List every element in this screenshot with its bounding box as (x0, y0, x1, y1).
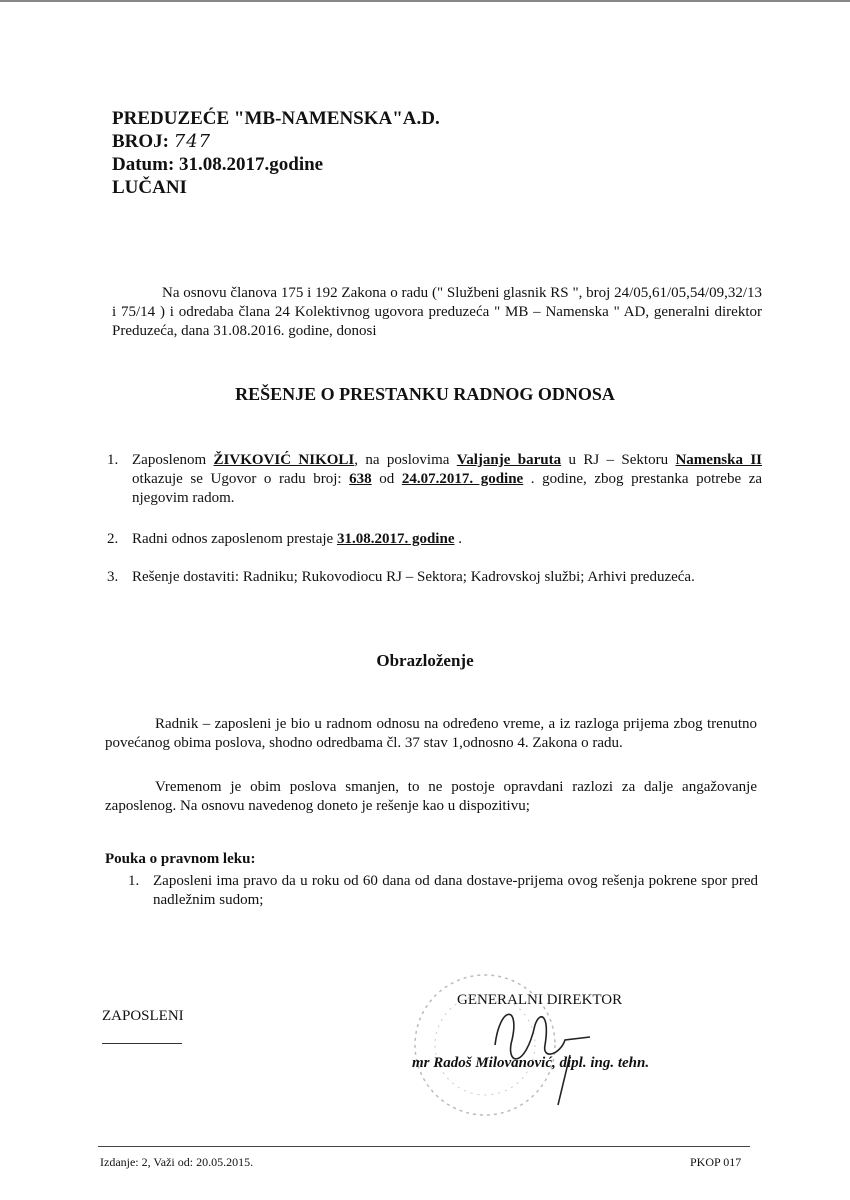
employee-name: ŽIVKOVIĆ NIKOLI (213, 452, 355, 468)
explanation-paragraph-1: Radnik – zaposleni je bio u radnom odnosu na određeno vreme, a iz razloga prijema zbog trenutno povećanog obima poslova, shodno odredbama čl. 37 stav 1,odnosno 4. Zakona o radu. (105, 716, 757, 751)
item-2-text (132, 530, 762, 549)
legal-remedy-text: Zaposleni ima pravo da u roku od 60 dana od dana dostave-prijema ovog rešenja pokrene spor pred nadležnim sudom; (153, 873, 758, 908)
item-1-text-c: u RJ – Sektoru (561, 452, 676, 468)
employee-signature-label: ZAPOSLENI (102, 1008, 184, 1024)
item-1-text-e: od (371, 471, 402, 487)
footer-divider (98, 1146, 750, 1147)
document-number-handwritten: 747 (173, 131, 212, 152)
stamp-and-signature (400, 965, 700, 1125)
item-1-text-f: . godine, zbog prestanka potrebe za njegovim radom. (132, 471, 763, 506)
item-1-text-b: , na poslovima (354, 452, 457, 468)
decision-item-2 (107, 530, 762, 550)
item-1-number: 1. (107, 452, 119, 468)
decision-item-3 (107, 568, 762, 608)
intro-paragraph: Na osnovu članova 175 i 192 Zakona o radu (" Službeni glasnik RS ", broj 24/05,61/05,54/09,32/13 i 75/14 ) i odredaba člana 24 Kolektivnog ugovora preduzeća " MB – Namenska " AD, generalni direktor Preduzeća, dana 31.08.2016. godine, donosi (112, 285, 762, 339)
item-3-number: 3. (107, 569, 119, 585)
job-position: Valjanje baruta (456, 452, 562, 468)
document-number-label: BROJ: (112, 131, 169, 152)
contract-number: 638 (349, 471, 372, 487)
legal-remedy-item (128, 872, 758, 912)
legal-remedy-title: Pouka o pravnom leku: (105, 851, 256, 867)
explanation-paragraph-2: Vremenom je obim poslova smanjen, to ne postoje opravdani razlozi za dalje angažovanje zaposlenog. Na osnovu navedenog doneto je rešenje kao u dispozitivu; (105, 779, 757, 814)
item-1-text-d: otkazuje se Ugovor o radu broj: (132, 471, 350, 487)
contract-date: 24.07.2017. godine (401, 471, 524, 487)
explanation-title: Obrazloženje (376, 651, 474, 670)
employee-signature-line (102, 1043, 182, 1044)
item-2-number: 2. (107, 531, 119, 547)
decision-title: REŠENJE O PRESTANKU RADNOG ODNOSA (235, 384, 615, 404)
top-scan-edge (0, 0, 850, 2)
item-1-text (132, 451, 762, 508)
company-name: PREDUZEĆE "MB-NAMENSKA"A.D. (112, 108, 440, 129)
decision-item-1 (107, 451, 762, 511)
director-signature-icon (495, 1014, 590, 1059)
document-number (112, 130, 211, 153)
item-3-text: Rešenje dostaviti: Radniku; Rukovodiocu RJ – Sektora; Kadrovskoj službi; Arhivi preduzeća. (132, 569, 695, 585)
item-1-text-a: Zaposlenom (132, 452, 214, 468)
item-2-text-a: Radni odnos zaposlenom prestaje (132, 531, 337, 547)
sector-name: Namenska II (675, 452, 763, 468)
footer-edition: Izdanje: 2, Važi od: 20.05.2015. (100, 1155, 254, 1169)
document-date: Datum: 31.08.2017.godine (112, 154, 324, 175)
document-place: LUČANI (112, 177, 187, 198)
director-title: GENERALNI DIREKTOR (457, 992, 623, 1008)
item-2-text-b: . (454, 531, 462, 547)
termination-date: 31.08.2017. godine (336, 531, 455, 547)
director-name: mr Radoš Milovanović, dipl. ing. tehn. (412, 1055, 650, 1071)
footer-form-code: PKOP 017 (690, 1155, 742, 1169)
legal-remedy-number: 1. (128, 873, 140, 889)
